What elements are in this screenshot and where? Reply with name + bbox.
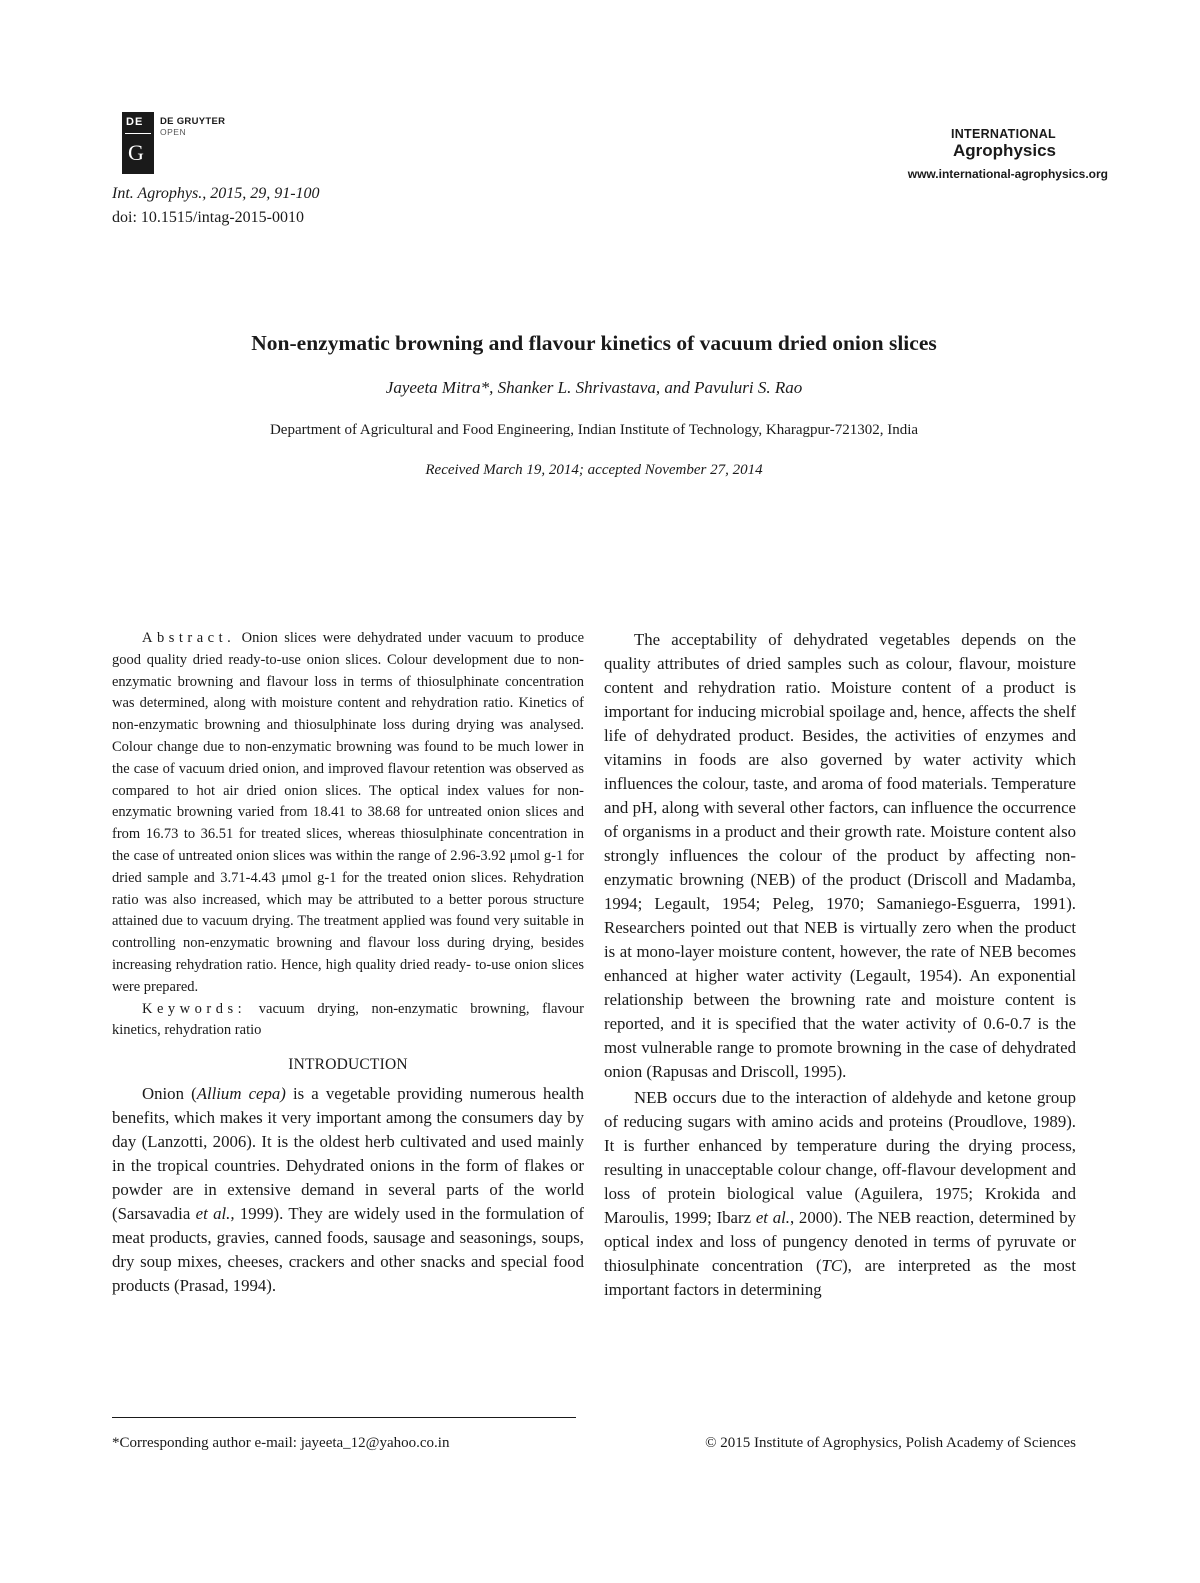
publisher-logo	[122, 112, 154, 174]
journal-masthead	[856, 127, 1108, 181]
intro-text-a: Onion (	[142, 1084, 197, 1104]
right-column	[604, 628, 1076, 1302]
paper-title: Non-enzymatic browning and flavour kinetics of vacuum dried onion slices	[251, 331, 937, 355]
author-list: Jayeeta Mitra*, Shanker L. Shrivastava, and Pavuluri S. Rao	[385, 378, 803, 397]
publisher-line2: OPEN	[160, 127, 187, 137]
abstract-text: Onion slices were dehydrated under vacuum to produce good quality dried ready-to-use onion slices. Colour development due to non-enzymatic browning and flavour loss in terms of thiosulphinate concentration was determined, along with moisture content and rehydration ratio. Kinetics of non-enzymatic browning and thiosulphinate loss during drying was analysed. Colour change due to non-enzymatic browning was found to be much lower in the case of vacuum dried onion, and improved flavour retention was observed as compared to hot air dried onion slices. The optical index values for non-enzymatic browning varied from 18.41 to 38.68 for untreated onion slices and from 16.73 to 36.51 for treated slices, whereas thiosulphinate concentration in the case of untreated onion slices was within the range of 2.96-3.92 μmol g-1 for dried sample and 3.71-4.43 μmol g-1 for the treated onion slices. Rehydration ratio was also increased, which may be attributed to a better porous structure attained due to vacuum drying. The treatment applied was found very suitable in controlling non-enzymatic browning and flavour loss during drying, besides increasing rehydration ratio. Hence, high quality dried ready- to-use onion slices were prepared.	[112, 630, 585, 995]
received-dates: Received March 19, 2014; accepted November 27, 2014	[425, 462, 763, 478]
keywords-text: vacuum drying, non-enzymatic browning, flavour kinetics, rehydration ratio	[112, 1000, 584, 1039]
right-paragraph-2	[604, 1086, 1076, 1302]
abstract-label: Abstract.	[142, 630, 236, 646]
p2-etal: et al.	[755, 1208, 790, 1227]
logo-de-text: DE	[126, 116, 144, 128]
left-column	[112, 628, 584, 1298]
intro-species: Allium cepa)	[196, 1084, 286, 1104]
doi: doi: 10.1515/intag-2015-0010	[112, 209, 304, 226]
introduction-paragraph	[112, 1082, 584, 1298]
logo-g-text: G	[128, 140, 144, 165]
abstract	[112, 628, 584, 999]
intro-etal: et al.,	[195, 1204, 235, 1224]
copyright-notice: © 2015 Institute of Agrophysics, Polish Academy of Sciences	[705, 1435, 1076, 1451]
introduction-heading: INTRODUCTION	[288, 1056, 408, 1074]
affiliation: Department of Agricultural and Food Engineering, Indian Institute of Technology, Kharagpur-721302, India	[269, 422, 919, 438]
footnote-rule	[112, 1417, 576, 1418]
corresponding-author-footnote: *Corresponding author e-mail: jayeeta_12@yahoo.co.in	[112, 1435, 450, 1451]
p2-text-c: ), are interpreted as the most important factors in determining	[604, 1256, 1077, 1299]
journal-url[interactable]: www.international-agrophysics.org	[907, 167, 1108, 181]
citation-block	[112, 182, 320, 230]
intro-text-b: is a vegetable providing numerous health benefits, which makes it very important among the consumers day by day (Lanzotti, 2006). It is the oldest herb cultivated and used mainly in the tropical countries. Dehydrated onions in the form of flakes or powder are in extensive demand in several parts of the world (Sarsavadia	[112, 1084, 585, 1224]
journal-name-line1: INTERNATIONAL	[950, 127, 1056, 141]
publisher-line1: DE GRUYTER	[160, 116, 226, 127]
p2-text-b: , 2000). The NEB reaction, determined by optical index and loss of pungency denoted in terms of pyruvate or thiosulphinate concentration (	[604, 1208, 1076, 1275]
intro-text-c: 1999). They are widely used in the formulation of meat products, gravies, canned foods, sausage and seasonings, soups, dry soup mixes, cheeses, crackers and other snacks and special food products (Prasad, 1994).	[112, 1204, 584, 1296]
right-paragraph-1: The acceptability of dehydrated vegetables depends on the quality attributes of dried samples such as colour, flavour, moisture content and rehydration ratio. Moisture content of a product is important for inducing microbial spoilage and, hence, affects the shelf life of dehydrated product. Besides, the activities of enzymes and vitamins in foods are also governed by water activity which influences the colour, taste, and aroma of food materials. Temperature and pH, along with several other factors, can influence the occurrence of organisms in a product and their growth rate. Moisture content also strongly influences the colour of the product by affecting non-enzymatic browning (NEB) of the product (Driscoll and Madamba, 1994; Legault, 1954; Peleg, 1970; Samaniego-Esguerra, 1991). Researchers pointed out that NEB is virtually zero when the product is at mono-layer moisture content, however, the rate of NEB becomes enhanced at higher water activity (Legault, 1954). An exponential relationship between the browning rate and moisture content is reported, and it is specified that the water activity of 0.6-0.7 is the most vulnerable range to promote browning in the case of dehydrated onion (Rapusas and Driscoll, 1995).	[604, 630, 1076, 1081]
journal-name-line2: Agrophysics	[953, 141, 1056, 160]
keywords	[112, 999, 584, 1043]
journal-reference: Int. Agrophys., 2015, 29, 91-100	[112, 185, 320, 202]
keywords-label: Keywords:	[142, 1000, 247, 1017]
logo-divider	[125, 133, 151, 134]
publisher-name	[160, 117, 225, 137]
p2-tc: TC	[821, 1256, 843, 1275]
p2-text-a: NEB occurs due to the interaction of aldehyde and ketone group of reducing sugars with amino acids and proteins (Proudlove, 1989). It is further enhanced by temperature during the drying process, resulting in unacceptable colour change, off-flavour development and loss of protein biological value (Aguilera, 1975; Krokida and Maroulis, 1999; Ibarz	[604, 1088, 1076, 1227]
